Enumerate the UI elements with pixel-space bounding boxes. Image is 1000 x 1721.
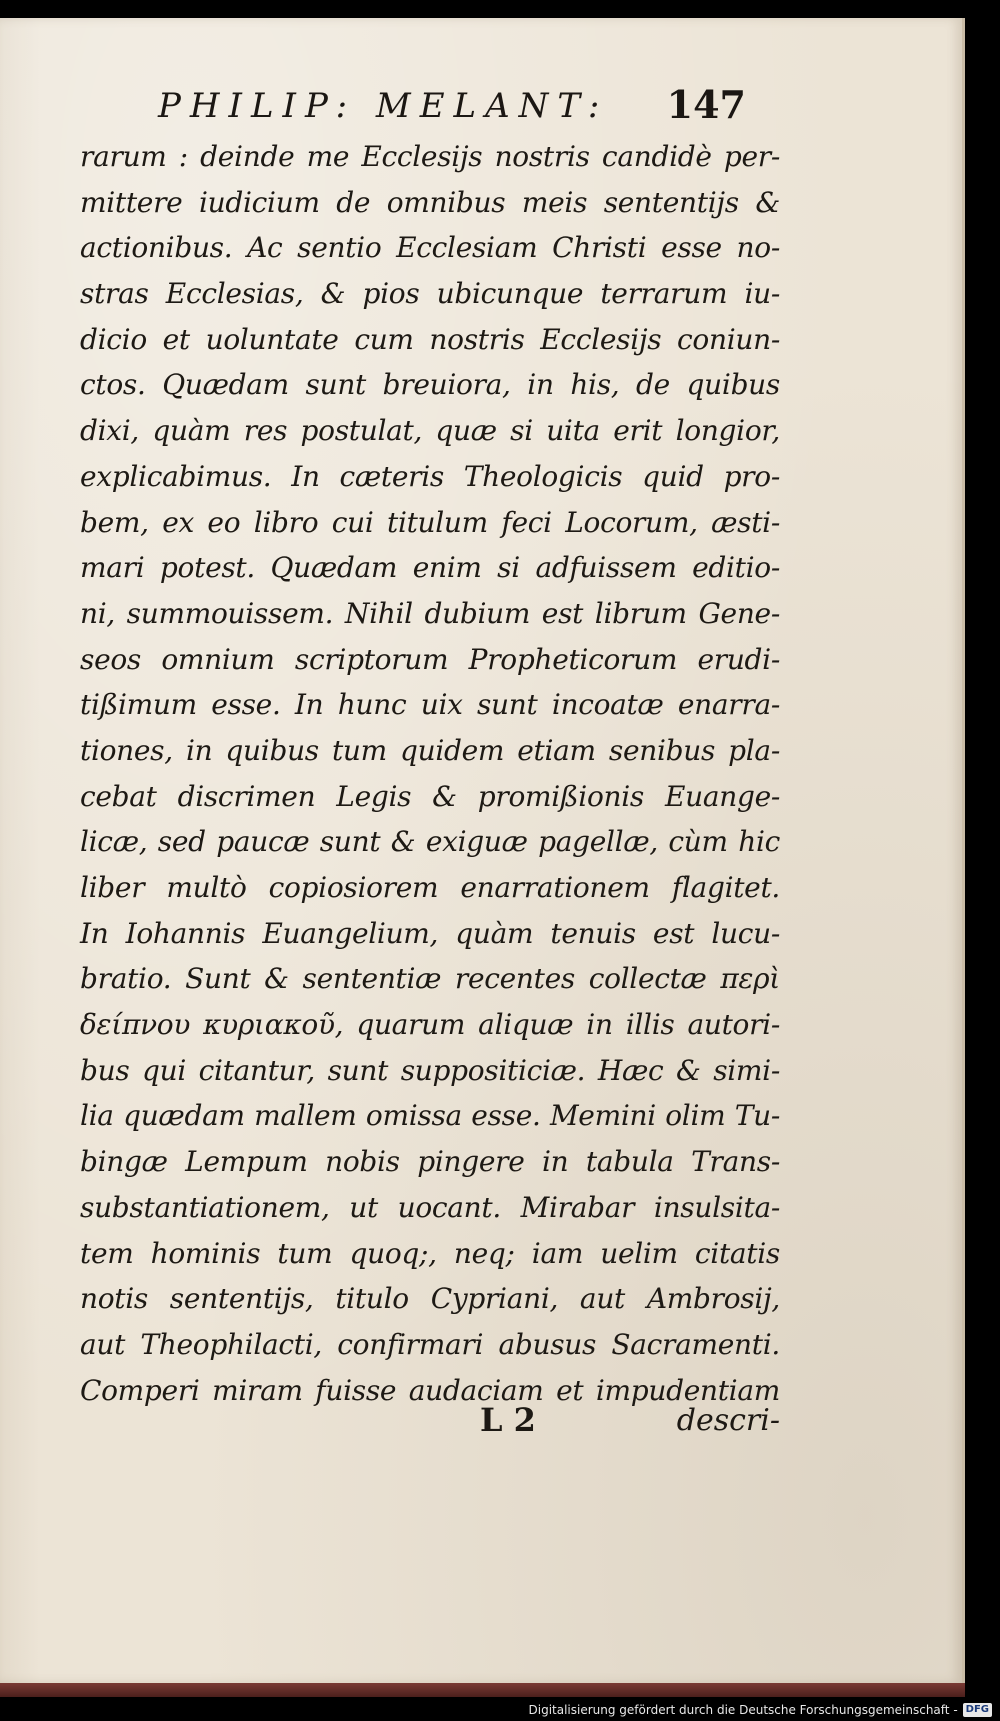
text-line: cebat discrimen Legis & promißionis Euange- [80,779,780,813]
text-line: explicabimus. In cæteris Theologicis quid pro- [80,459,780,493]
book-page [0,18,965,1683]
text-line: rarum : deinde me Ecclesijs nostris candidè per- [80,140,780,173]
signature-mark: L 2 [480,1401,536,1439]
text-line: tem hominis tum quoq;, neq; iam uelim citatis [80,1236,780,1270]
digitization-credit [529,1703,993,1717]
page-bottom-edge [0,1683,965,1697]
text-line: aut Theophilacti, confirmari abusus Sacramenti. [80,1327,780,1361]
text-line: dixi, quàm res postulat, quæ si uita erit longior, [80,414,780,448]
dfg-logo-icon: DFG [963,1703,992,1717]
text-line: tißimum esse. In hunc uix sunt incoatæ enarra- [80,688,780,722]
text-line: notis sententijs, titulo Cypriani, aut Ambrosij, [80,1282,780,1316]
text-line: δείπνου κυριακοῦ, quarum aliquæ in illis autori- [80,1008,780,1042]
text-line: In Iohannis Euangelium, quàm tenuis est lucu- [80,916,780,950]
text-line: mari potest. Quædam enim si adfuissem editio- [80,551,780,585]
catchword: descri- [676,1403,780,1438]
text-line: lia quædam mallem omissa esse. Memini olim Tu- [80,1099,780,1133]
text-line: substantiationem, ut uocant. Mirabar insulsita- [80,1190,780,1224]
page-number: 147 [666,82,746,127]
text-line: stras Ecclesias, & pios ubicunque terrarum iu- [80,277,780,311]
text-line: bus qui citantur, sunt suppositiciæ. Hæc & simi- [80,1053,780,1087]
body-text [80,134,780,1413]
running-head-title: PHILIP: MELANT: [158,86,609,126]
text-line: ctos. Quædam sunt breuiora, in his, de quibus [80,368,780,402]
text-line: mittere iudicium de omnibus meis sententijs & [80,185,780,219]
text-line: actionibus. Ac sentio Ecclesiam Christi esse no- [80,231,780,265]
credit-text: Digitalisierung gefördert durch die Deutsche Forschungsgemeinschaft - [528,1703,958,1717]
text-line: bingæ Lempum nobis pingere in tabula Trans- [80,1145,780,1179]
text-line: Comperi miram fuisse audaciam et impudentiam [80,1373,780,1407]
text-line: dicio et uoluntate cum nostris Ecclesijs coniun- [80,322,780,356]
text-line: seos omnium scriptorum Propheticorum erudi- [80,642,780,676]
text-line: liber multò copiosiorem enarrationem flagitet. [80,871,780,904]
text-line: tiones, in quibus tum quidem etiam senibus pla- [80,733,780,767]
text-line: licæ, sed paucæ sunt & exiguæ pagellæ, cùm hic [80,825,780,859]
text-line: bratio. Sunt & sententiæ recentes collectæ περὶ [80,962,780,996]
running-head [150,82,750,132]
page-footer [480,1401,780,1451]
text-line: bem, ex eo libro cui titulum feci Locorum, æsti- [80,505,780,539]
text-line: ni, summouissem. Nihil dubium est librum Gene- [80,596,780,630]
